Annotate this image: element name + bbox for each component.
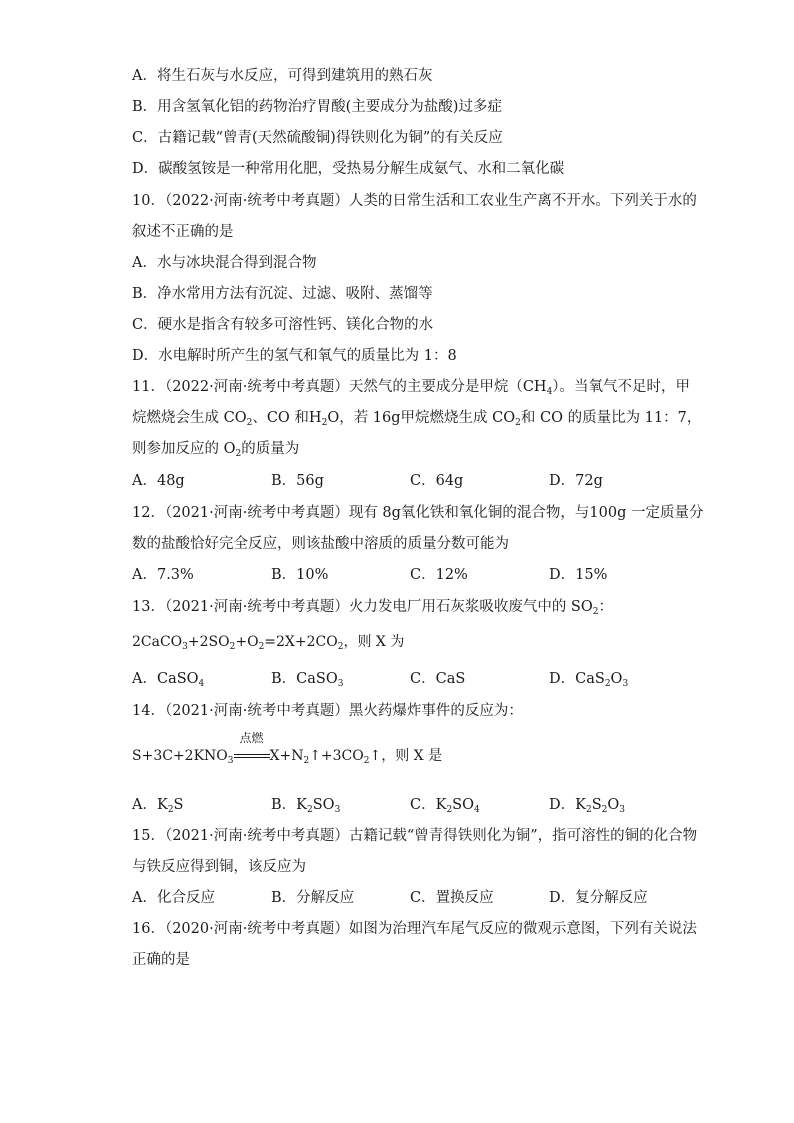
q11-stem-text: 烷燃烧会生成 CO	[132, 410, 247, 426]
subscript: 3	[227, 756, 234, 766]
q12-options	[132, 565, 692, 585]
condition-label: 点燃	[239, 731, 264, 745]
subscript: 2	[235, 449, 242, 459]
q15-option-b[interactable]: B．分解反应	[271, 890, 355, 906]
eq-text: +2SO	[187, 634, 230, 650]
subscript: 2	[258, 642, 265, 652]
subscript: 3	[182, 642, 188, 652]
q14-option-d[interactable]	[549, 795, 625, 815]
q10-option-b[interactable]: B．净水常用方法有沉淀、过滤、吸附、蒸馏等	[132, 286, 433, 302]
q12-stem-line2: 数的盐酸恰好完全反应，则该盐酸中溶质的质量分数可能为	[132, 536, 509, 552]
option-text: S	[173, 797, 184, 813]
q12-option-a[interactable]: A．7.3%	[132, 567, 194, 583]
reaction-condition	[234, 731, 270, 766]
option-text: SO	[312, 797, 335, 813]
q10-stem-line2: 叙述不正确的是	[132, 224, 234, 240]
q13-stem-text: 13．（2021·河南·统考中考真题）火力发电厂用石灰浆吸收废气中的 SO	[132, 599, 593, 615]
double-bar	[234, 754, 270, 758]
q11-stem-line2	[132, 408, 701, 428]
subscript: 3	[337, 679, 344, 689]
option-text: A．K	[132, 797, 168, 813]
subscript: 2	[585, 805, 592, 815]
eq-text: ↑，则 X 是	[369, 748, 443, 764]
q16-stem-line2: 正确的是	[132, 952, 190, 968]
q14-equation	[132, 731, 443, 766]
subscript: 2	[321, 418, 328, 428]
subscript: 2	[592, 607, 599, 617]
option-text: A．CaSO	[132, 671, 199, 687]
q11-option-d[interactable]: D．72g	[549, 473, 603, 489]
q11-stem-text: 则参加反应的 O	[132, 441, 236, 457]
q12-stem-line1: 12．（2021·河南·统考中考真题）现有 8g氧化铁和氧化铜的混合物，与100g 一定质量分	[132, 505, 704, 521]
subscript: 2	[601, 805, 608, 815]
subscript: 2	[229, 642, 236, 652]
subscript: 4	[474, 805, 480, 815]
q9-option-b[interactable]: B．用含氢氧化铝的药物治疗胃酸(主要成分为盐酸)过多症	[132, 99, 502, 115]
q11-stem-line3	[132, 439, 299, 459]
q12-option-d[interactable]: D．15%	[549, 567, 608, 583]
eq-text: ，则 X 为	[343, 634, 405, 650]
eq-text: =2X+2CO	[264, 634, 338, 650]
q10-stem-line1: 10．（2022·河南·统考中考真题）人类的日常生活和工农业生产离不开水。下列关于水的	[132, 193, 697, 209]
option-text: B．CaSO	[271, 671, 338, 687]
subscript: 2	[515, 418, 521, 428]
option-text: D．CaS	[549, 671, 605, 687]
eq-text: S+3C+2KNO	[132, 748, 228, 764]
q11-option-c[interactable]: C．64g	[410, 473, 464, 489]
q16-stem-line1: 16．（2020·河南·统考中考真题）如图为治理汽车尾气反应的微观示意图，下列有关说法	[132, 921, 697, 937]
q12-option-b[interactable]: B．10%	[271, 567, 329, 583]
q11-stem-text: ）。当氧气不足时，甲	[552, 379, 691, 395]
q11-stem-text: 和 CO 的质量比为 11：7，	[520, 410, 702, 426]
q15-option-c[interactable]: C．置换反应	[410, 890, 494, 906]
option-text: SO	[452, 797, 474, 813]
q11-stem-text: 、CO 和H	[252, 410, 322, 426]
eq-text: X+N	[269, 748, 304, 764]
q9-option-d[interactable]: D．碳酸氢铵是一种常用化肥，受热易分解生成氨气、水和二氧化碳	[132, 161, 565, 177]
q15-stem-line1: 15．（2021·河南·统考中考真题）古籍记载“曾青得铁则化为铜”，指可溶性的铜的化合物	[132, 828, 698, 844]
subscript: 2	[446, 805, 453, 815]
q10-option-d[interactable]: D．水电解时所产生的氢气和氧气的质量比为 1：8	[132, 348, 457, 364]
q13-stem	[132, 597, 613, 617]
subscript: 2	[167, 805, 174, 815]
q13-option-c[interactable]	[410, 669, 465, 689]
q14-option-c[interactable]	[410, 795, 480, 815]
subscript: 2	[337, 642, 344, 652]
q11-stem-text: 的质量为	[241, 441, 300, 457]
q15-option-d[interactable]: D．复分解反应	[549, 890, 648, 906]
subscript: 2	[363, 756, 370, 766]
q13-equation	[132, 632, 404, 652]
subscript: 3	[619, 805, 625, 815]
q11-stem-text: 11．（2022·河南·统考中考真题）天然气的主要成分是甲烷（CH	[132, 379, 547, 395]
q10-option-a[interactable]: A．水与冰块混合得到混合物	[132, 255, 317, 271]
q13-option-b[interactable]	[271, 669, 343, 689]
q9-option-a[interactable]: A．将生石灰与水反应，可得到建筑用的熟石灰	[132, 68, 433, 84]
q15-options	[132, 888, 692, 908]
q13-option-d[interactable]	[549, 669, 628, 689]
subscript: 2	[246, 418, 253, 428]
option-text: C．CaS	[410, 671, 466, 687]
option-text: D．K	[549, 797, 586, 813]
subscript: 4	[546, 387, 553, 397]
q11-stem-text: O，若 16g甲烷燃烧生成 CO	[327, 410, 516, 426]
q11-option-a[interactable]: A．48g	[132, 473, 185, 489]
q14-option-a[interactable]	[132, 795, 183, 815]
q15-stem-line2: 与铁反应得到铜，该反应为	[132, 859, 306, 875]
q14-stem: 14．（2021·河南·统考中考真题）黑火药爆炸事件的反应为：	[132, 703, 523, 719]
q14-options	[132, 795, 692, 815]
q9-option-c[interactable]: C．古籍记载“曾青(天然硫酸铜)得铁则化为铜”的有关反应	[132, 130, 503, 146]
eq-text: 2CaCO	[132, 634, 183, 650]
subscript: 4	[198, 679, 205, 689]
q11-options	[132, 471, 692, 491]
option-text: C．K	[410, 797, 447, 813]
option-text: B．K	[271, 797, 307, 813]
eq-text: ↑+3CO	[309, 748, 364, 764]
subscript: 3	[334, 805, 341, 815]
q12-option-c[interactable]: C．12%	[410, 567, 468, 583]
subscript: 2	[604, 679, 611, 689]
q13-option-a[interactable]	[132, 669, 204, 689]
subscript: 3	[622, 679, 629, 689]
option-text: O	[610, 671, 623, 687]
q11-option-b[interactable]: B．56g	[271, 473, 324, 489]
subscript: 2	[307, 805, 313, 815]
q11-stem-line1	[132, 377, 690, 397]
option-text: O	[607, 797, 620, 813]
option-text: S	[591, 797, 602, 813]
q14-option-b[interactable]	[271, 795, 340, 815]
q13-options	[132, 669, 692, 689]
q13-stem-text: ：	[598, 599, 613, 615]
eq-text: +O	[235, 634, 259, 650]
q10-option-c[interactable]: C．硬水是指含有较多可溶性钙、镁化合物的水	[132, 317, 434, 333]
q15-option-a[interactable]: A．化合反应	[132, 890, 215, 906]
subscript: 2	[303, 756, 310, 766]
